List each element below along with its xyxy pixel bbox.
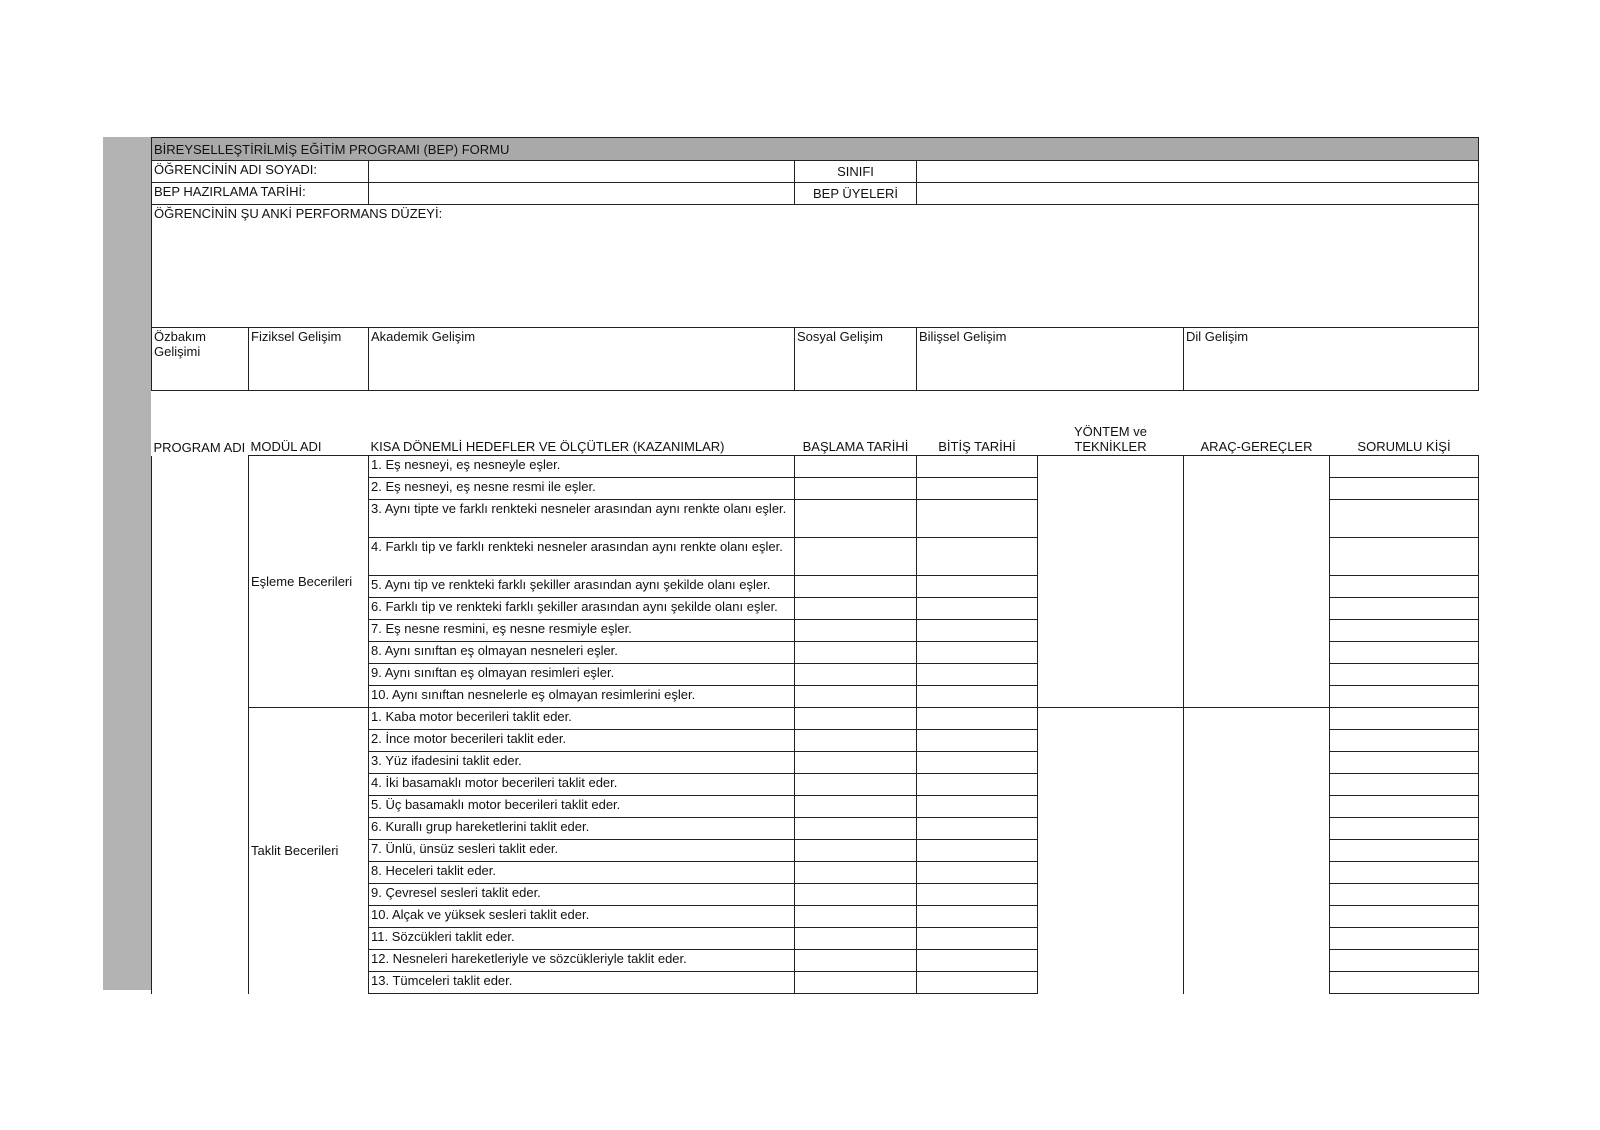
goal-text: 11. Sözcükleri taklit eder. (369, 928, 795, 950)
header-start-date: BAŞLAMA TARİHİ (795, 423, 917, 456)
start-date-cell[interactable] (795, 972, 917, 994)
form-title: BİREYSELLEŞTİRİLMİŞ EĞİTİM PROGRAMI (BEP) FORMU (152, 138, 1479, 161)
bep-form (151, 137, 1478, 994)
start-date-cell[interactable] (795, 774, 917, 796)
start-date-cell[interactable] (795, 708, 917, 730)
goal-text: 4. İki basamaklı motor becerileri taklit eder. (369, 774, 795, 796)
goal-text: 7. Eş nesne resmini, eş nesne resmiyle eşler. (369, 620, 795, 642)
members-field[interactable] (917, 183, 1479, 205)
start-date-cell[interactable] (795, 478, 917, 500)
end-date-cell[interactable] (917, 538, 1038, 576)
prep-date-label: BEP HAZIRLAMA TARİHİ: (152, 183, 369, 205)
goal-text: 8. Aynı sınıftan eş olmayan nesneleri eşler. (369, 642, 795, 664)
responsible-cell[interactable] (1330, 708, 1479, 730)
members-label: BEP ÜYELERİ (795, 183, 917, 205)
end-date-cell[interactable] (917, 796, 1038, 818)
start-date-cell[interactable] (795, 576, 917, 598)
goal-text: 2. İnce motor becerileri taklit eder. (369, 730, 795, 752)
end-date-cell[interactable] (917, 730, 1038, 752)
responsible-cell[interactable] (1330, 576, 1479, 598)
goal-text: 8. Heceleri taklit eder. (369, 862, 795, 884)
start-date-cell[interactable] (795, 884, 917, 906)
end-date-cell[interactable] (917, 862, 1038, 884)
end-date-cell[interactable] (917, 576, 1038, 598)
goal-text: 6. Kurallı grup hareketlerini taklit eder. (369, 818, 795, 840)
start-date-cell[interactable] (795, 598, 917, 620)
header-program-name: PROGRAM ADI (153, 439, 246, 455)
responsible-cell[interactable] (1330, 928, 1479, 950)
responsible-cell[interactable] (1330, 686, 1479, 708)
materials-cell[interactable] (1184, 456, 1330, 708)
start-date-cell[interactable] (795, 500, 917, 538)
responsible-cell[interactable] (1330, 456, 1479, 478)
end-date-cell[interactable] (917, 686, 1038, 708)
header-responsible: SORUMLU KİŞİ (1330, 423, 1479, 456)
goal-text: 12. Nesneleri hareketleriyle ve sözcükleriyle taklit eder. (369, 950, 795, 972)
goal-text: 2. Eş nesneyi, eş nesne resmi ile eşler. (369, 478, 795, 500)
goal-text: 7. Ünlü, ünsüz sesleri taklit eder. (369, 840, 795, 862)
performance-field[interactable] (152, 205, 1479, 328)
class-field[interactable] (917, 161, 1479, 183)
form-header-table (151, 137, 1479, 391)
methods-cell[interactable] (1038, 456, 1184, 708)
end-date-cell[interactable] (917, 774, 1038, 796)
start-date-cell[interactable] (795, 686, 917, 708)
end-date-cell[interactable] (917, 598, 1038, 620)
module-name-esleme: Eşleme Becerileri (249, 456, 369, 708)
start-date-cell[interactable] (795, 796, 917, 818)
module-name-taklit: Taklit Becerileri (249, 708, 369, 994)
responsible-cell[interactable] (1330, 840, 1479, 862)
goal-text: 3. Aynı tipte ve farklı renkteki nesneler arasından aynı renkte olanı eşler. (369, 500, 795, 538)
methods-cell[interactable] (1038, 708, 1184, 994)
responsible-cell[interactable] (1330, 796, 1479, 818)
area-dil[interactable]: Dil Gelişim (1184, 328, 1479, 391)
start-date-cell[interactable] (795, 538, 917, 576)
goal-text: 9. Aynı sınıftan eş olmayan resimleri eşler. (369, 664, 795, 686)
responsible-cell[interactable] (1330, 538, 1479, 576)
responsible-cell[interactable] (1330, 500, 1479, 538)
goal-text: 1. Eş nesneyi, eş nesneyle eşler. (369, 456, 795, 478)
responsible-cell[interactable] (1330, 598, 1479, 620)
goal-text: 5. Üç basamaklı motor becerileri taklit eder. (369, 796, 795, 818)
area-ozbakim[interactable]: Özbakım Gelişimi (152, 328, 249, 391)
responsible-cell[interactable] (1330, 620, 1479, 642)
goal-text: 5. Aynı tip ve renkteki farklı şekiller arasından aynı şekilde olanı eşler. (369, 576, 795, 598)
start-date-cell[interactable] (795, 642, 917, 664)
end-date-cell[interactable] (917, 500, 1038, 538)
end-date-cell[interactable] (917, 972, 1038, 994)
start-date-cell[interactable] (795, 840, 917, 862)
end-date-cell[interactable] (917, 456, 1038, 478)
end-date-cell[interactable] (917, 884, 1038, 906)
end-date-cell[interactable] (917, 708, 1038, 730)
header-end-date: BİTİŞ TARİHİ (917, 423, 1038, 456)
area-sosyal[interactable]: Sosyal Gelişim (795, 328, 917, 391)
area-akademik[interactable]: Akademik Gelişim (369, 328, 795, 391)
responsible-cell[interactable] (1330, 818, 1479, 840)
end-date-cell[interactable] (917, 664, 1038, 686)
area-fiziksel[interactable]: Fiziksel Gelişim (249, 328, 369, 391)
start-date-cell[interactable] (795, 752, 917, 774)
responsible-cell[interactable] (1330, 774, 1479, 796)
table-row (152, 456, 1479, 478)
end-date-cell[interactable] (917, 478, 1038, 500)
end-date-cell[interactable] (917, 642, 1038, 664)
end-date-cell[interactable] (917, 950, 1038, 972)
goal-text: 10. Aynı sınıftan nesnelerle eş olmayan resimlerini eşler. (369, 686, 795, 708)
start-date-cell[interactable] (795, 906, 917, 928)
area-bilissel[interactable]: Bilişsel Gelişim (917, 328, 1184, 391)
goal-text: 4. Farklı tip ve farklı renkteki nesneler arasından aynı renkte olanı eşler. (369, 538, 795, 576)
start-date-cell[interactable] (795, 456, 917, 478)
goal-text: 6. Farklı tip ve renkteki farklı şekiller arasından aynı şekilde olanı eşler. (369, 598, 795, 620)
goal-text: 9. Çevresel sesleri taklit eder. (369, 884, 795, 906)
program-table (151, 391, 1479, 994)
goal-text: 10. Alçak ve yüksek sesleri taklit eder. (369, 906, 795, 928)
goal-text: 13. Tümceleri taklit eder. (369, 972, 795, 994)
start-date-cell[interactable] (795, 730, 917, 752)
responsible-cell[interactable] (1330, 478, 1479, 500)
header-methods: YÖNTEM ve TEKNİKLER (1074, 424, 1147, 454)
responsible-cell[interactable] (1330, 884, 1479, 906)
table-row (152, 708, 1479, 730)
materials-cell[interactable] (1184, 708, 1330, 994)
start-date-cell[interactable] (795, 818, 917, 840)
start-date-cell[interactable] (795, 950, 917, 972)
left-gray-margin-bar (103, 137, 151, 990)
student-name-field[interactable] (369, 161, 795, 183)
responsible-cell[interactable] (1330, 950, 1479, 972)
responsible-cell[interactable] (1330, 730, 1479, 752)
prep-date-field[interactable] (369, 183, 795, 205)
performance-label: ÖĞRENCİNİN ŞU ANKİ PERFORMANS DÜZEYİ: (154, 206, 443, 221)
header-module-name: MODÜL ADI (250, 439, 322, 454)
end-date-cell[interactable] (917, 752, 1038, 774)
responsible-cell[interactable] (1330, 862, 1479, 884)
header-materials: ARAÇ-GEREÇLER (1200, 439, 1313, 454)
start-date-cell[interactable] (795, 862, 917, 884)
class-label: SINIFI (795, 161, 917, 183)
responsible-cell[interactable] (1330, 642, 1479, 664)
end-date-cell[interactable] (917, 840, 1038, 862)
responsible-cell[interactable] (1330, 972, 1479, 994)
student-name-label: ÖĞRENCİNİN ADI SOYADI: (152, 161, 369, 183)
responsible-cell[interactable] (1330, 906, 1479, 928)
program-name-cell[interactable] (152, 456, 249, 994)
goal-text: 1. Kaba motor becerileri taklit eder. (369, 708, 795, 730)
end-date-cell[interactable] (917, 818, 1038, 840)
start-date-cell[interactable] (795, 928, 917, 950)
end-date-cell[interactable] (917, 620, 1038, 642)
responsible-cell[interactable] (1330, 664, 1479, 686)
header-goals: KISA DÖNEMLİ HEDEFLER VE ÖLÇÜTLER (KAZANIMLAR) (369, 423, 795, 456)
end-date-cell[interactable] (917, 906, 1038, 928)
responsible-cell[interactable] (1330, 752, 1479, 774)
start-date-cell[interactable] (795, 620, 917, 642)
start-date-cell[interactable] (795, 664, 917, 686)
end-date-cell[interactable] (917, 928, 1038, 950)
goal-text: 3. Yüz ifadesini taklit eder. (369, 752, 795, 774)
